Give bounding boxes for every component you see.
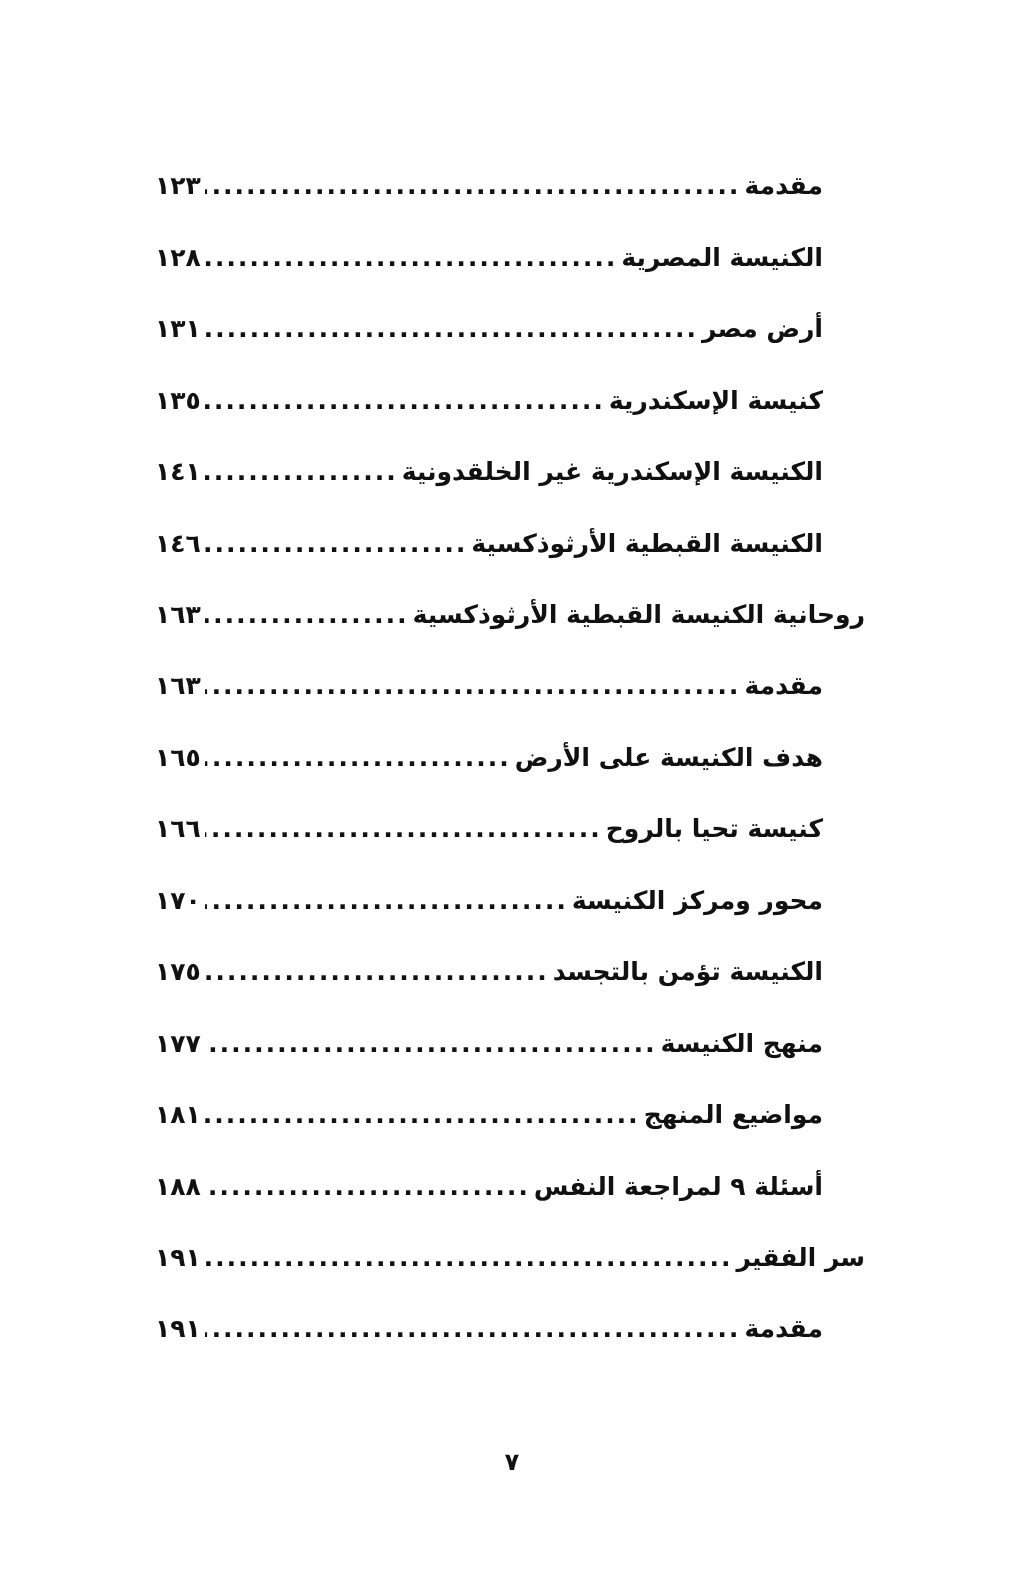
dot-leader [205, 585, 409, 645]
toc-entry-page: ١٢٣ [155, 171, 201, 200]
toc-entry-page: ١٣١ [155, 314, 201, 343]
dot-leader [205, 514, 468, 574]
toc-entry-page: ١٧٥ [155, 957, 201, 986]
toc-entry-title: مقدمة [744, 671, 823, 700]
toc-entry [155, 299, 823, 359]
toc-entry [155, 371, 823, 431]
toc-entry [155, 799, 823, 859]
toc-entry-title: سر الفقير [736, 1243, 865, 1272]
toc-chapter-entry [155, 585, 865, 645]
toc-entry-title: كنيسة تحيا بالروح [605, 814, 823, 843]
dot-leader [205, 728, 511, 788]
toc-entry [155, 728, 823, 788]
toc-entry [155, 1085, 823, 1145]
toc-entry-page: ١٧٠ [155, 886, 201, 915]
toc-entry-page: ١٩١ [155, 1314, 201, 1343]
toc-entry [155, 1157, 823, 1217]
dot-leader [205, 1299, 741, 1359]
toc-entry-title: أسئلة ٩ لمراجعة النفس [533, 1172, 823, 1201]
toc-entry [155, 156, 823, 216]
dot-leader [205, 371, 605, 431]
dot-leader [205, 1014, 657, 1074]
toc-entry [155, 656, 823, 716]
toc-entry-title: مقدمة [744, 1314, 823, 1343]
toc-entry-page: ١٦٣ [155, 671, 201, 700]
toc-entry [155, 1299, 823, 1359]
dot-leader [205, 656, 741, 716]
toc-chapter-entry [155, 1228, 865, 1288]
dot-leader [205, 942, 549, 1002]
dot-leader [205, 1228, 733, 1288]
dot-leader [205, 156, 741, 216]
toc-entry-title: هدف الكنيسة على الأرض [514, 743, 823, 772]
table-of-contents [155, 150, 865, 1365]
toc-entry-page: ١٦٦ [155, 814, 201, 843]
toc-entry-page: ١٨٨ [155, 1172, 201, 1201]
toc-entry [155, 514, 823, 574]
toc-entry-page: ١٣٥ [155, 386, 201, 415]
toc-entry-page: ١٦٥ [155, 743, 201, 772]
toc-entry-title: روحانية الكنيسة القبطية الأرثوذكسية [412, 600, 865, 629]
toc-entry [155, 942, 823, 1002]
toc-entry-page: ١٩١ [155, 1243, 201, 1272]
toc-entry-title: مقدمة [744, 171, 823, 200]
toc-entry-title: أرض مصر [702, 314, 823, 343]
toc-entry-title: مواضيع المنهج [643, 1100, 823, 1129]
toc-entry-page: ١٨١ [155, 1100, 201, 1129]
toc-entry-title: الكنيسة الإسكندرية غير الخلقدونية [401, 457, 823, 486]
toc-entry [155, 1014, 823, 1074]
toc-entry-page: ١٦٣ [155, 600, 201, 629]
toc-entry-title: الكنيسة القبطية الأرثوذكسية [471, 529, 823, 558]
toc-entry-page: ١٢٨ [155, 243, 201, 272]
dot-leader [205, 299, 698, 359]
dot-leader [205, 442, 398, 502]
toc-entry-title: الكنيسة تؤمن بالتجسد [552, 957, 823, 986]
toc-entry-page: ١٧٧ [155, 1029, 201, 1058]
dot-leader [205, 1157, 530, 1217]
toc-entry [155, 442, 823, 502]
dot-leader [205, 228, 618, 288]
toc-entry-title: الكنيسة المصرية [621, 243, 823, 272]
toc-entry [155, 228, 823, 288]
toc-entry [155, 871, 823, 931]
page-number: ٧ [504, 1448, 520, 1476]
toc-entry-title: كنيسة الإسكندرية [608, 386, 823, 415]
dot-leader [205, 1085, 640, 1145]
dot-leader [205, 871, 568, 931]
toc-entry-page: ١٤١ [155, 457, 201, 486]
toc-entry-title: منهج الكنيسة [660, 1029, 823, 1058]
toc-entry-title: محور ومركز الكنيسة [571, 886, 823, 915]
dot-leader [205, 799, 602, 859]
toc-entry-page: ١٤٦ [155, 529, 201, 558]
